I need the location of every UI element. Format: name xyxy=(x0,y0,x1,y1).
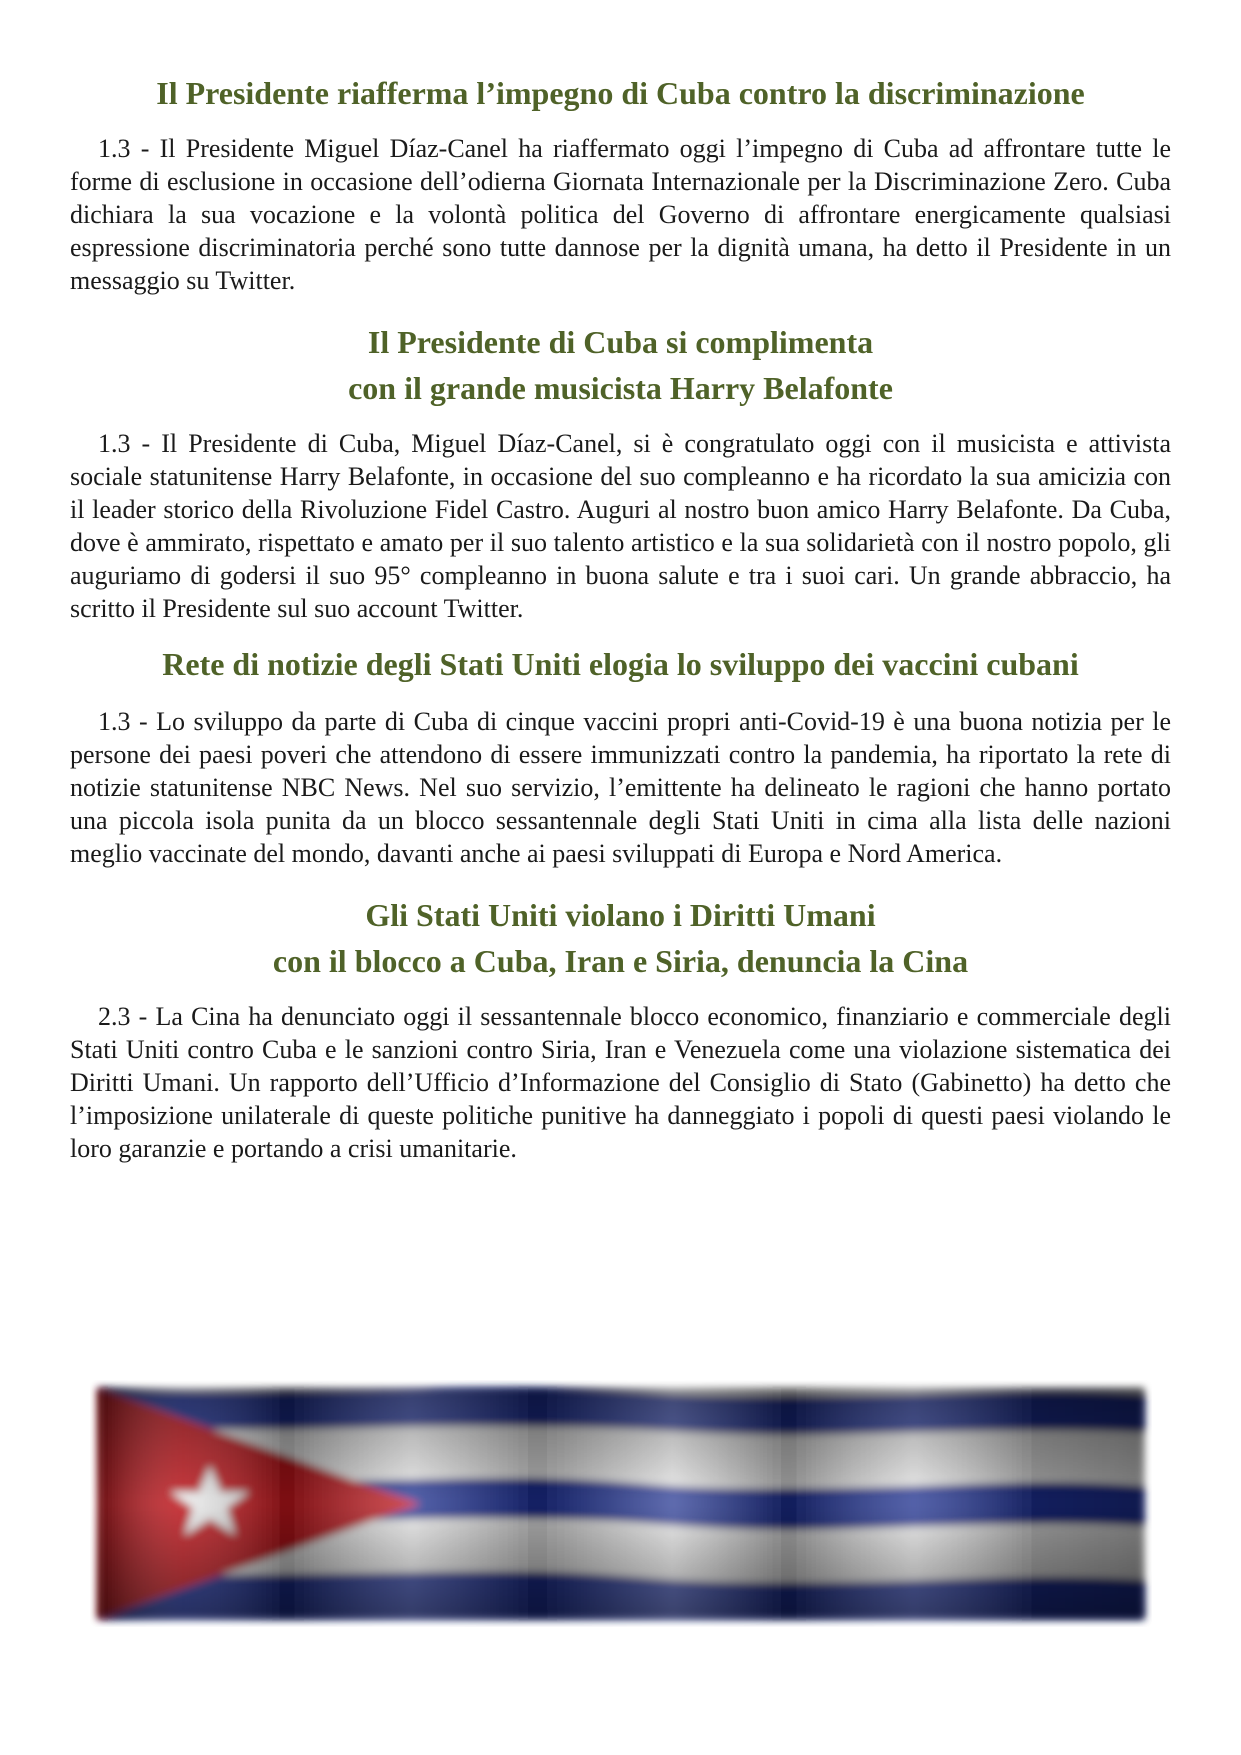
article-4-title-line-2: con il blocco a Cuba, Iran e Siria, denuncia la Cina xyxy=(272,943,969,979)
article-1-title xyxy=(70,70,1171,116)
article-1-title-line-1: Il Presidente riafferma l’impegno di Cuba contro la discriminazione xyxy=(156,75,1085,111)
article-2-title-line-1: Il Presidente di Cuba si complimenta xyxy=(367,324,874,360)
article-3-body: 1.3 - Lo sviluppo da parte di Cuba di cinque vaccini propri anti-Covid-19 è una buona notizia per le persone dei paesi poveri che attendono di essere immunizzati contro la pandemia, ha riportato la rete di notizie statunitense NBC News. Nel suo servizio, l’emittente ha delineato le ragioni che hanno portato una piccola isola punita da un blocco sessantennale degli Stati Uniti in cima alla lista delle nazioni meglio vaccinate del mondo, davanti anche ai paesi sviluppati di Europa e Nord America. xyxy=(70,707,1171,868)
article-2-title xyxy=(70,319,1171,411)
article-4-title-line-1: Gli Stati Uniti violano i Diritti Umani xyxy=(365,897,876,933)
flag-vertical-shading xyxy=(98,1388,1144,1619)
article-4-body: 2.3 - La Cina ha denunciato oggi il sessantennale blocco economico, finanziario e commerciale degli Stati Uniti contro Cuba e le sanzioni contro Siria, Iran e Venezuela come una violazione sistematica dei Diritti Umani. Un rapporto dell’Ufficio d’Informazione del Consiglio di Stato (Gabinetto) ha detto che l’imposizione unilaterale di queste politiche punitive ha danneggiato i popoli di questi paesi violando le loro garanzie e portando a crisi umanitarie. xyxy=(70,1002,1171,1163)
article-3-title-line-1: Rete di notizie degli Stati Uniti elogia lo sviluppo dei vaccini cubani xyxy=(162,646,1079,682)
article-2-title-line-2: con il grande musicista Harry Belafonte xyxy=(348,370,893,406)
cuban-flag-image xyxy=(90,1380,1152,1627)
article-1-body: 1.3 - Il Presidente Miguel Díaz-Canel ha riaffermato oggi l’impegno di Cuba ad affrontare tutte le forme di esclusione in occasione dell’odierna Giornata Internazionale per la Discriminazione Zero. Cuba dichiara la sua vocazione e la volontà politica del Governo di affrontare energicamente qualsiasi espressione discriminatoria perché sono tutte dannose per la dignità umana, ha detto il Presidente in un messaggio su Twitter. xyxy=(70,134,1171,295)
article-2-body: 1.3 - Il Presidente di Cuba, Miguel Díaz-Canel, si è congratulato oggi con il musicista e attivista sociale statunitense Harry Belafonte, in occasione del suo compleanno e ha ricordato la sua amicizia con il leader storico della Rivoluzione Fidel Castro. Auguri al nostro buon amico Harry Belafonte. Da Cuba, dove è ammirato, rispettato e amato per il suo talento artistico e la sua solidarietà con il nostro popolo, gli auguriamo di godersi il suo 95° compleanno in buona salute e tra i suoi cari. Un grande abbraccio, ha scritto il Presidente sul suo account Twitter. xyxy=(70,429,1171,623)
document-page xyxy=(70,60,1171,1165)
article-3-title xyxy=(70,641,1171,687)
article-4-title xyxy=(70,892,1171,984)
